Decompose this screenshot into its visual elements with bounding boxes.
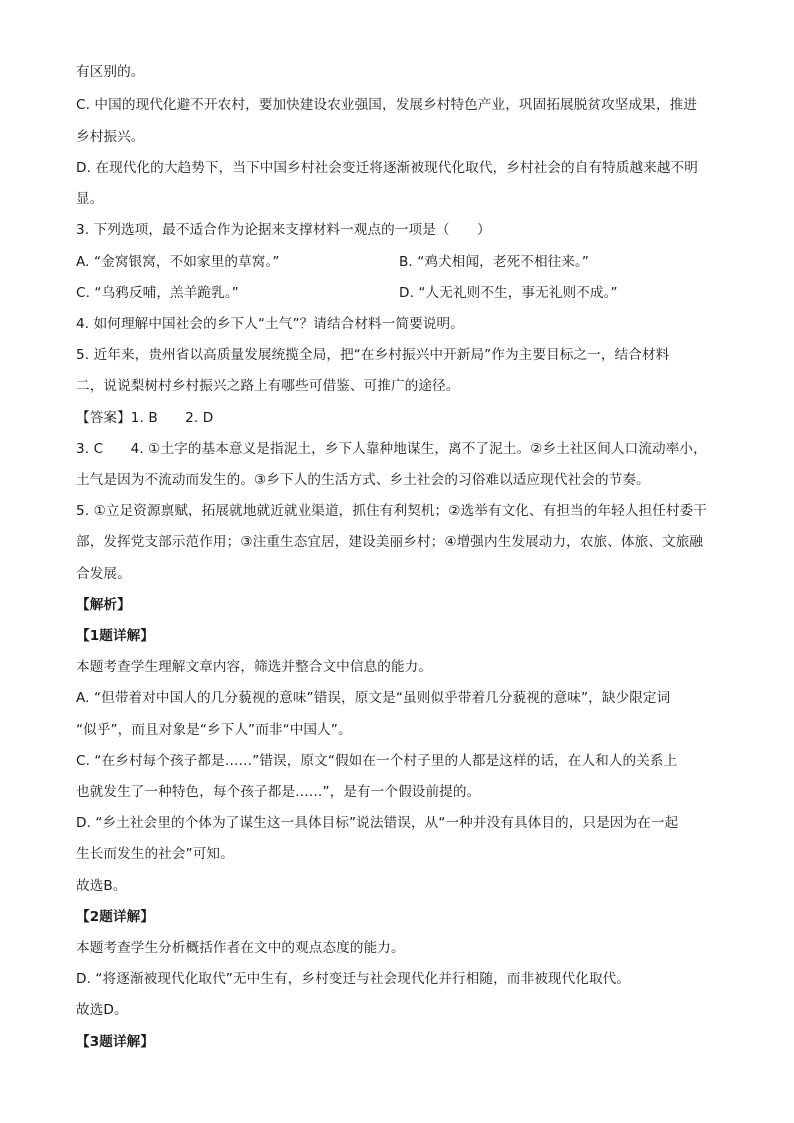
text-line: 也就发生了一种特色，每个孩子都是……”，是有一个假设前提的。 — [76, 784, 481, 800]
section-header-q2: 【2题详解】 — [76, 909, 155, 925]
text-line: 合发展。 — [76, 566, 131, 582]
answer-header: 【答案】1. B 2. D — [76, 410, 214, 426]
text-line: 本题考查学生理解文章内容，筛选并整合文中信息的能力。 — [76, 659, 433, 675]
text-line: 故选D。 — [76, 1002, 128, 1018]
question-3-option-b: B. “鸡犬相闻，老死不相往来。” — [399, 254, 590, 270]
text-line: 生长而发生的社会”可知。 — [76, 846, 234, 862]
section-header-q1: 【1题详解】 — [76, 628, 155, 644]
text-line: 故选B。 — [76, 878, 127, 894]
question-4: 4. 如何理解中国社会的乡下人“土气”？请结合材料一简要说明。 — [76, 316, 464, 332]
option-c-text: C. 中国的现代化避不开农村，要加快建设农业强国，发展乡村特色产业，巩固拓展脱贫攻坚成果，推进 — [76, 97, 697, 113]
text-line: A. “但带着对中国人的几分藐视的意味”错误，原文是“虽则似乎带着几分藐视的意味”，缺少限定词 — [76, 690, 671, 706]
text-line: 本题考查学生分析概括作者在文中的观点态度的能力。 — [76, 940, 405, 956]
text-line: “似乎”，而且对象是“乡下人”而非“中国人”。 — [76, 722, 352, 738]
text-line: 有区别的。 — [76, 64, 145, 80]
question-3-option-a: A. “金窝银窝，不如家里的草窝。” — [76, 254, 280, 270]
text-line: D. “将逐渐被现代化取代”无中生有，乡村变迁与社会现代化并行相随，而非被现代化取代。 — [76, 971, 631, 987]
text-line: D. “乡土社会里的个体为了谋生这一具体目标”说法错误，从“一种并没有具体目的，只是因为在一起 — [76, 815, 679, 831]
text-line: 显。 — [76, 191, 104, 207]
analysis-header: 【解析】 — [76, 597, 131, 613]
question-3-option-c: C. “乌鸦反哺，羔羊跪乳。” — [76, 285, 239, 301]
section-header-q3: 【3题详解】 — [76, 1034, 155, 1050]
option-d-text: D. 在现代化的大趋势下，当下中国乡村社会变迁将逐渐被现代化取代，乡村社会的自有特质越来越不明 — [76, 160, 698, 176]
question-3-option-d: D. “人无礼则不生，事无礼则不成。” — [399, 285, 618, 301]
text-line: 乡村振兴。 — [76, 129, 145, 145]
text-line: 部，发挥党支部示范作用；③注重生态宜居，建设美丽乡村；④增强内生发展动力，农旅、体旅、文旅融 — [76, 534, 704, 550]
text-line: 土气是因为不流动而发生的。③乡下人的生活方式、乡土社会的习俗难以适应现代社会的节奏。 — [76, 472, 650, 488]
text-line: 二，说说梨树村乡村振兴之路上有哪些可借鉴、可推广的途径。 — [76, 378, 460, 394]
question-3: 3. 下列选项，最不适合作为论据来支撑材料一观点的一项是（ ） — [76, 222, 491, 238]
question-5: 5. 近年来，贵州省以高质量发展统揽全局，把“在乡村振兴中开新局”作为主要目标之一，结合材料 — [76, 347, 670, 363]
answer-3-4: 3. C 4. ①土字的基本意义是指泥土，乡下人靠种地谋生，离不了泥土。②乡土社区间人口流动率小， — [76, 441, 707, 457]
answer-5: 5. ①立足资源禀赋，拓展就地就近就业渠道，抓住有利契机；②选举有文化、有担当的年轻人担任村委干 — [76, 503, 707, 519]
text-line: C. “在乡村每个孩子都是……”错误，原文“假如在一个村子里的人都是这样的话，在人和人的关系上 — [76, 753, 678, 769]
